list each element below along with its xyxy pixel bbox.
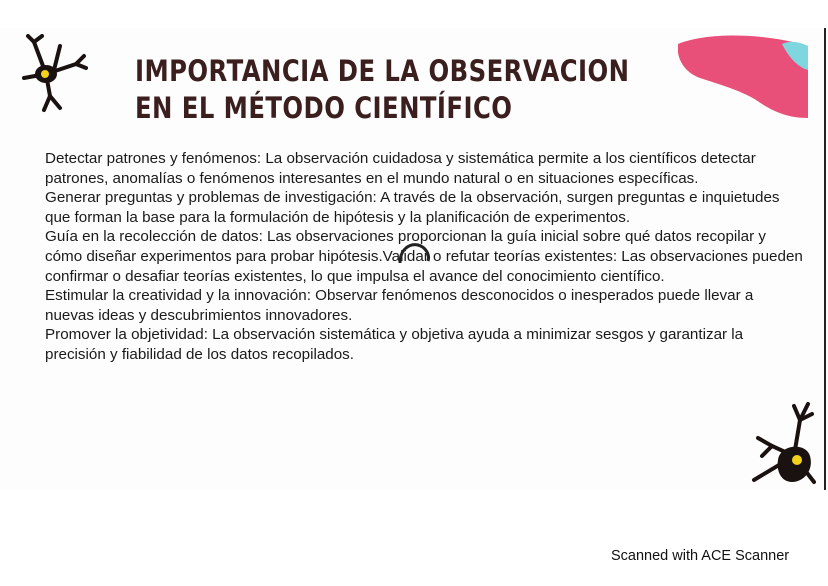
scan-artifact-icon [396, 241, 432, 265]
decorative-blob [678, 34, 808, 118]
paragraph-preguntas: Generar preguntas y problemas de investigación: A través de la observación, surgen preguntas e inquietudes que forman la base para la formulación de hipótesis y la planificación de experimentos. [45, 189, 780, 226]
slide [0, 28, 828, 490]
paragraph-creatividad: Estimular la creatividad y la innovación: Observar fenómenos desconocidos o inesperados puede llevar a nuevas ideas y descubrimientos innovadores. [45, 287, 754, 324]
neuron-icon [20, 34, 88, 114]
neuron-icon [748, 400, 816, 486]
page-edge [824, 28, 826, 490]
page-title: IMPORTANCIA DE LA OBSERVACION EN EL MÉTODO CIENTÍFICO [135, 54, 630, 125]
paragraph-objetividad: Promover la objetividad: La observación sistemática y objetiva ayuda a minimizar sesgos y garantizar la precisión y fiabilidad de los datos recopilados. [45, 326, 744, 363]
scanner-watermark: Scanned with ACE Scanner [611, 548, 790, 564]
paragraph-patrones: Detectar patrones y fenómenos: La observación cuidadosa y sistemática permite a los científicos detectar patrones, anomalías o fenómenos interesantes en el mundo natural o en situaciones específicas. [45, 150, 756, 187]
paragraph-recoleccion: Guía en la recolección de datos: Las observaciones proporcionan la guía inicial sobre qué datos recopilar y cómo diseñar experimentos para probar hipótesis.Validar o refutar teorías existentes: Las observaciones pueden confirmar o desafiar teorías existentes, lo que impulsa el avance del conocimiento científico. [45, 228, 803, 285]
